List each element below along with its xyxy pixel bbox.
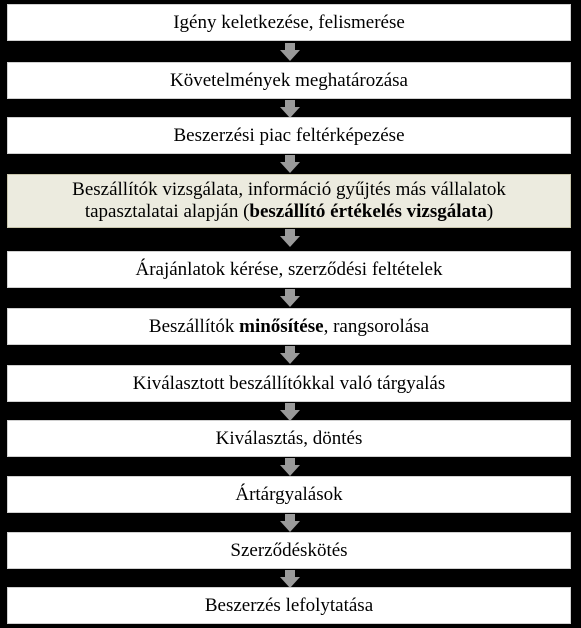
arrow-down-icon (280, 514, 300, 532)
arrow-down-icon (280, 570, 300, 588)
step-11-text: Beszerzés lefolytatása (204, 595, 374, 616)
step-8-box (7, 420, 571, 457)
step-6-box (7, 308, 571, 345)
step-9-text: Ártárgyalások (235, 484, 343, 505)
step-4-box-highlighted (7, 174, 571, 228)
arrow-down-icon (280, 155, 300, 173)
step-10-text: Szerződéskötés (230, 540, 348, 561)
step-3-text: Beszerzési piac feltérképezése (173, 125, 405, 146)
arrow-down-icon (280, 289, 300, 307)
step-6-text: Beszállítók minősítése, rangsorolása (148, 316, 430, 337)
arrow-down-icon (280, 403, 300, 421)
step-8-text: Kiválasztás, döntés (215, 428, 363, 449)
step-1-text: Igény keletkezése, felismerése (173, 12, 405, 33)
arrow-down-icon (280, 100, 300, 118)
step-5-box (7, 251, 571, 288)
step-4-text: Beszállítók vizsgálata, információ gyűjtés más vállalatok tapasztalatai alapján (beszállító értékelés vizsgálata) (72, 179, 506, 222)
step-3-box (7, 117, 571, 154)
step-1-box (7, 4, 571, 41)
step-9-box (7, 476, 571, 513)
step-11-box (7, 587, 571, 624)
step-7-text: Kiválasztott beszállítókkal való tárgyalás (132, 373, 446, 394)
arrow-down-icon (280, 458, 300, 476)
arrow-down-icon (280, 43, 300, 61)
step-7-box (7, 365, 571, 402)
step-2-text: Követelmények meghatározása (170, 70, 408, 91)
step-2-box (7, 62, 571, 99)
arrow-down-icon (280, 229, 300, 247)
step-10-box (7, 532, 571, 569)
arrow-down-icon (280, 346, 300, 364)
step-5-text: Árajánlatok kérése, szerződési feltételek (135, 259, 443, 280)
